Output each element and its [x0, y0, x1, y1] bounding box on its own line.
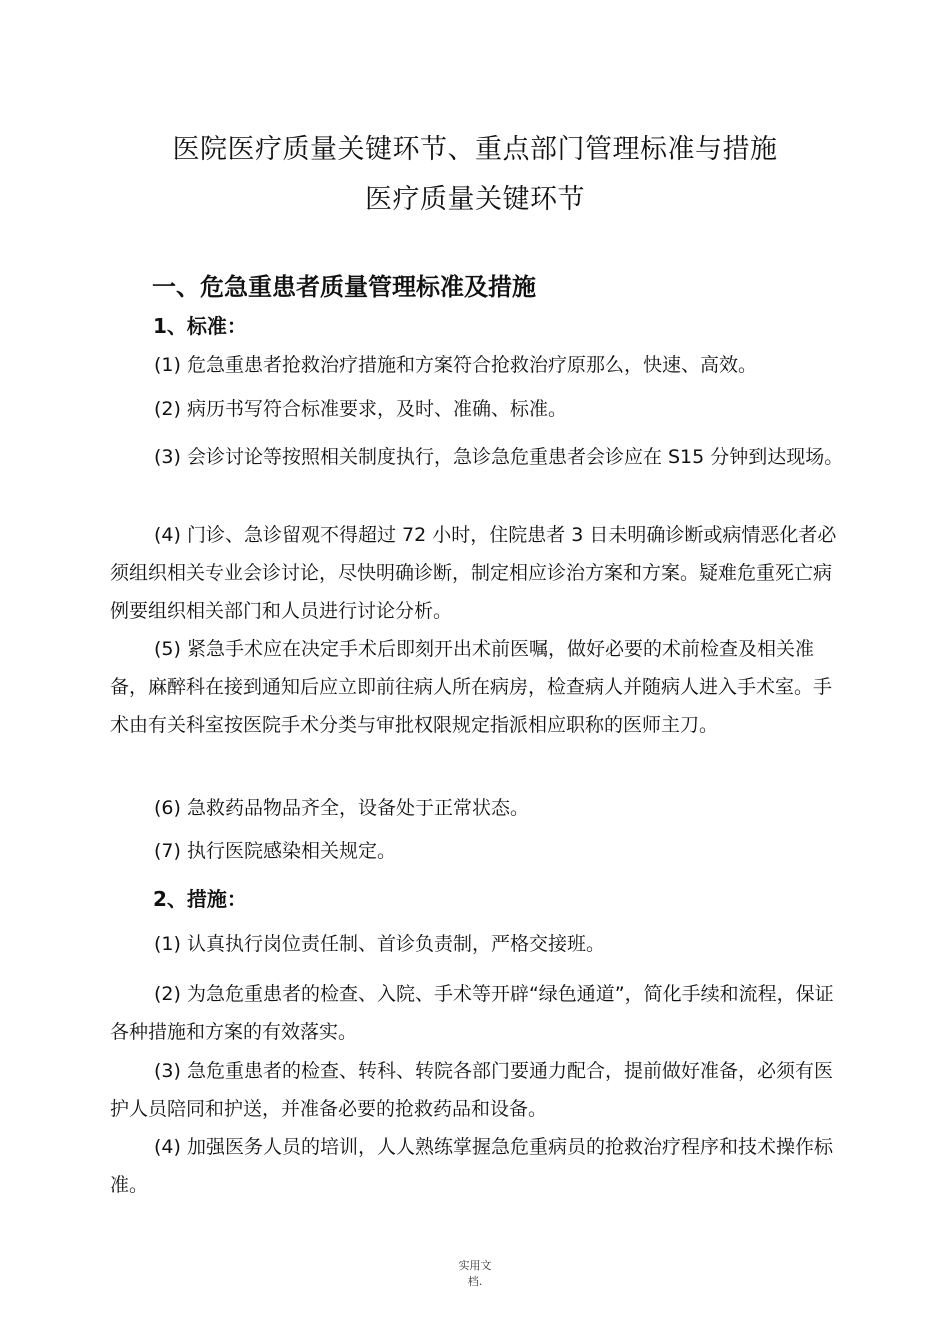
- measure-item-3: (3) 急危重患者的检查、转科、转院各部门要通力配合，提前做好准备，必须有医护人员陪同和护送，并准备必要的抢救药品和设备。: [110, 1060, 833, 1120]
- measure-item-1: (1) 认真执行岗位责任制、首诊负责制，严格交接班。: [154, 933, 605, 955]
- footer-text-line1: 实用文: [458, 1259, 492, 1272]
- standard-item-5: (5) 紧急手术应在决定手术后即刻开出术前医嘱，做好必要的术前检查及相关准备，麻醉科在接到通知后应立即前往病人所在病房，检查病人并随病人进入手术室。手术由有关科室按医院手术分类与审批权限规定指派相应职称的医师主刀。: [110, 638, 833, 736]
- measure-item-4: (4) 加强医务人员的培训，人人熟练掌握急危重病员的抢救治疗程序和技术操作标准。: [110, 1136, 833, 1196]
- measures-heading: 2、措施：: [153, 887, 247, 911]
- standard-item-1: (1) 危急重患者抢救治疗措施和方案符合抢救治疗原那么，快速、高效。: [154, 354, 757, 376]
- document-subtitle: 医疗质量关键环节: [365, 184, 585, 215]
- document-title: 医院医疗质量关键环节、重点部门管理标准与措施: [172, 134, 778, 165]
- standard-item-4: (4) 门诊、急诊留观不得超过 72 小时，住院患者 3 日未明确诊断或病情恶化者必须组织相关专业会诊讨论，尽快明确诊断，制定相应诊治方案和方案。疑难危重死亡病例要组织相关部门和人员进行讨论分析。: [110, 524, 837, 622]
- measure-item-2: (2) 为急危重患者的检查、入院、手术等开辟“绿色通道”，简化手续和流程，保证各种措施和方案的有效落实。: [110, 983, 834, 1043]
- footer-text-line2: 档.: [467, 1275, 483, 1288]
- section-heading: 一、危急重患者质量管理标准及措施: [152, 273, 536, 301]
- standard-item-3: (3) 会诊讨论等按照相关制度执行，急诊急危重患者会诊应在 S15 分钟到达现场。: [154, 446, 844, 468]
- standards-heading: 1、标准：: [153, 314, 247, 338]
- standard-item-6: (6) 急救药品物品齐全，设备处于正常状态。: [154, 797, 529, 819]
- standard-item-2: (2) 病历书写符合标准要求，及时、准确、标准。: [154, 398, 567, 420]
- standard-item-7: (7) 执行医院感染相关规定。: [154, 840, 396, 862]
